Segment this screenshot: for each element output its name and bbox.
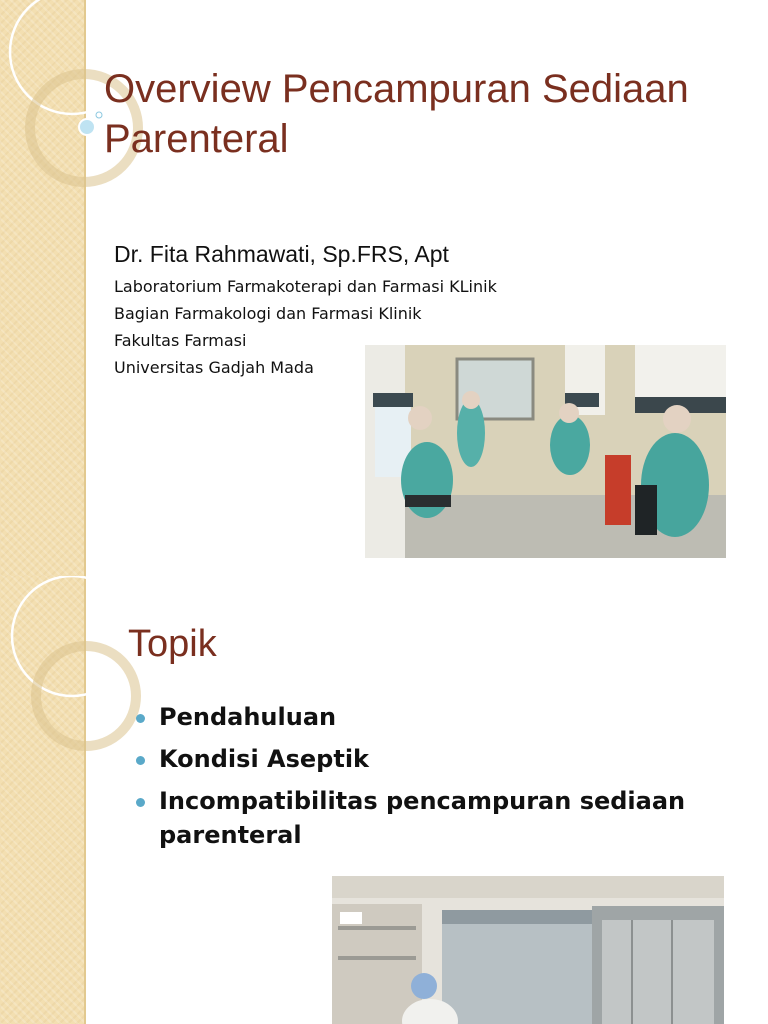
bullet-icon	[136, 714, 145, 723]
affiliation-line: Universitas Gadjah Mada	[114, 358, 314, 377]
affiliation-line: Fakultas Farmasi	[114, 331, 247, 350]
slide-title: Topik	[128, 623, 217, 665]
topic-text: Kondisi Aseptik	[159, 745, 369, 773]
bullet-icon	[136, 756, 145, 765]
lab-photo-cleanroom	[365, 345, 726, 558]
affiliation-line: Bagian Farmakologi dan Farmasi Klinik	[114, 304, 422, 323]
deco-dot-blue	[79, 119, 95, 135]
list-item	[134, 700, 734, 734]
topic-text: Pendahuluan	[159, 703, 337, 731]
author-name: Dr. Fita Rahmawati, Sp.FRS, Apt	[114, 241, 449, 267]
topic-list	[134, 700, 734, 860]
deco-ring-large	[12, 576, 132, 696]
list-item	[134, 742, 734, 776]
slide-title: Overview Pencampuran Sediaan Parenteral	[104, 67, 689, 161]
slide-2	[0, 576, 768, 1024]
deco-ring-medium	[36, 646, 136, 746]
lab-photo-hood	[332, 876, 724, 1024]
deco-dot-small	[96, 112, 102, 118]
affiliation-line: Laboratorium Farmakoterapi dan Farmasi KLinik	[114, 277, 497, 296]
topic-text: Incompatibilitas pencampuran sediaan parenteral	[159, 787, 686, 849]
bullet-icon	[136, 798, 145, 807]
list-item	[134, 784, 734, 852]
